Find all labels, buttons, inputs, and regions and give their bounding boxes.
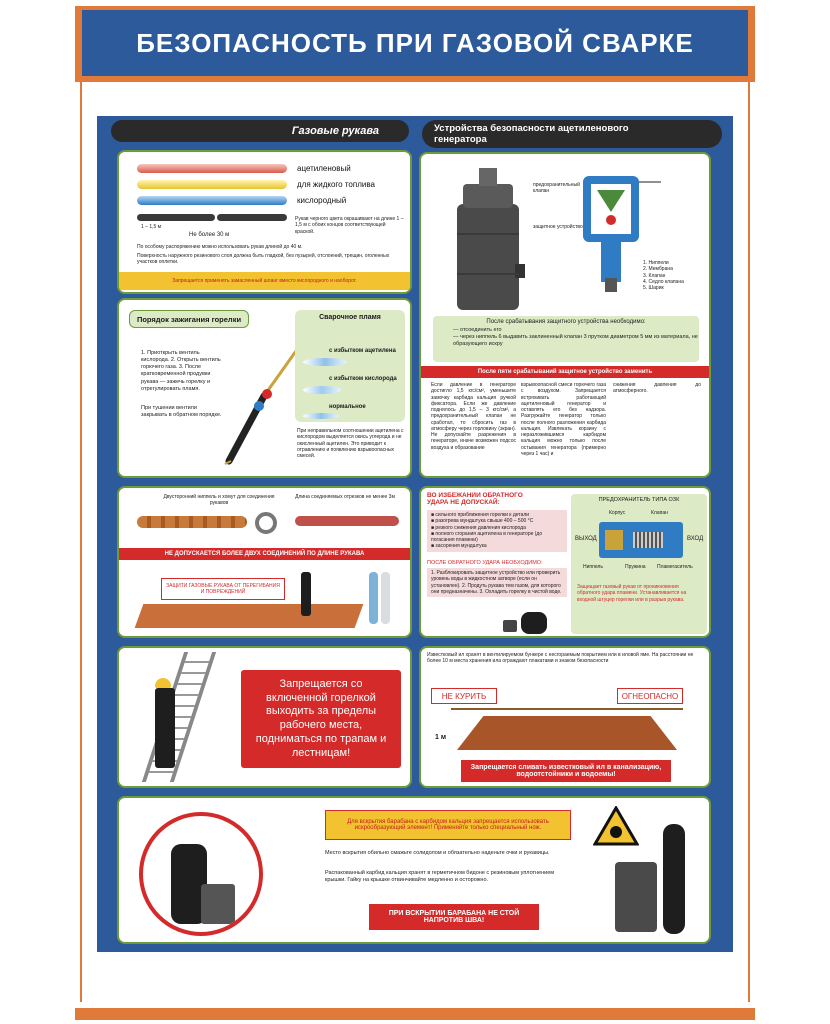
drum-circle	[139, 812, 263, 936]
after-backfire-title: ПОСЛЕ ОБРАТНОГО УДАРА НЕОБХОДИМО:	[427, 560, 543, 566]
backfire-item-2-text: разогрева мундштука свыше 400 – 500 °С	[435, 518, 534, 525]
standing-worker	[663, 824, 685, 934]
connections-panel	[117, 486, 412, 638]
fuse-note: Защищает газовый рукав от проникновения обратного удара пламени. Устанавливается на входной штуцер горелки или в разрыв рукава.	[577, 584, 687, 603]
dimension-small: 1 – 1,5 м	[141, 224, 162, 230]
fuse-label-nipple: Ниппель	[583, 564, 603, 570]
fuse-label-in: ВХОД	[687, 536, 704, 542]
after-item-2-text: через ниппель 6 выдавить заклиненный клапан 3 прутком диаметром 5 мм из материала, не образующего искру	[453, 334, 698, 348]
backfire-panel	[419, 486, 711, 638]
protect-hoses-box: ЗАЩИТИ ГАЗОВЫЕ РУКАВА ОТ ПЕРЕГИБАНИЯ И ПОВРЕЖДЕНИЙ	[161, 578, 285, 600]
valve-legend-5: 5. Шарик	[643, 285, 664, 291]
flame-label-normal: нормальное	[329, 404, 366, 410]
fuel-hose	[137, 180, 287, 189]
backfire-item-4-text: полного сгорания ацетилена в генераторе (до погасания пламени)	[431, 530, 543, 543]
fuse-label-out: ВЫХОД	[575, 536, 597, 542]
after-activation-item-1: — отсоединить его	[453, 327, 502, 333]
devices-header	[422, 120, 722, 148]
joined-hose	[295, 516, 399, 526]
black-hose-1	[137, 214, 215, 221]
gas-cylinder-white	[381, 572, 390, 624]
kneeling-worker	[521, 612, 547, 634]
generator-panel	[419, 152, 711, 478]
after-activation-item-2: — через ниппель 6 выдавить заклиненный клапан 3 прутком диаметром 5 мм из материала, не образующего искру	[453, 334, 698, 348]
after-item-1-text: отсоединить его	[460, 327, 502, 333]
flame-label-acetylene: с избытком ацетилена	[329, 348, 396, 354]
hose-label-oxygen: кислородный	[297, 196, 347, 205]
label-relief-valve: предохранительный клапан	[533, 182, 580, 195]
fuse-label-spring: Пружина	[625, 564, 646, 570]
devices-header-text: Устройства безопасности ацетиленового генератора	[434, 123, 629, 145]
flammable-sign: ОГНЕОПАСНО	[617, 688, 683, 704]
flame-box	[295, 310, 405, 422]
backfire-items	[427, 510, 567, 552]
label-protection: защитное устройство	[533, 224, 583, 230]
backfire-item-4: ■ полного сгорания ацетилена в генераторе (до погасания пламени)	[431, 530, 543, 543]
ignition-shutdown: При тушении вентили закрывать в обратном порядке.	[141, 405, 222, 419]
frame-left-line	[80, 82, 82, 1002]
note-black-hose: Рукав черного цвета окрашивают на длине 1 – 1,5 м с обоих концов соответствующей краской.	[295, 216, 404, 235]
generator-col-2: взрывоопасной смеси горючего газа с воздухом. Запрещается встряхивать работающий ацетиленовый генератор и оставлять его без надзора. Разгружайте генератор только после полного разложения карбида кальция. Извлекать корзину с неразложившимся карбидом кальция можно только после остывания генератора (примерно через 1 час) и	[521, 382, 606, 457]
page-title: БЕЗОПАСНОСТЬ ПРИ ГАЗОВОЙ СВАРКЕ	[136, 27, 694, 58]
flame-note: При неправильном соотношении ацетилена с кислородом выделяется окись углерода и не окисленный ацетилен. Это приводит к отравлению и появлению взрывоопасных смесей.	[297, 428, 404, 459]
valve-legend-2: 2. Мембрана	[643, 266, 673, 273]
title-bar	[82, 10, 748, 76]
backfire-item-3: ■ резкого снижения давления кислорода	[431, 524, 526, 531]
frame-right-line	[748, 82, 750, 1002]
flame-normal-icon	[303, 413, 339, 419]
backfire-title: ВО ИЗБЕЖАНИИ ОБРАТНОГО УДАРА НЕ ДОПУСКАЙ:	[427, 492, 523, 506]
hoses-panel	[117, 150, 412, 294]
lime-pit	[457, 716, 677, 750]
hoses-header-text: Газовые рукава	[291, 125, 379, 137]
gas-cylinder-blue	[369, 572, 378, 624]
valve-legend-3: 3. Клапан	[643, 272, 666, 279]
after-activation-title: После срабатывания защитного устройства необходимо:	[486, 319, 646, 325]
drum-note-2: Распакованный карбид кальция хранят в герметичном бидоне с резиновым уплотнением крышки. Гайку на крышке отвинчивайте медленно и осторожно.	[325, 870, 555, 884]
fuse-title: ПРЕДОХРАНИТЕЛЬ ТИПА ОЗК	[598, 497, 680, 503]
drum-note-1: Место вскрытия обильно смажьте солидолом и обязательно наденьте очки и рукавицы.	[325, 850, 550, 856]
backfire-item-1-text: сильного приближения горелки к детали	[435, 512, 530, 518]
ignition-title: Порядок зажигания горелки	[129, 310, 249, 328]
ladder-illustration	[142, 652, 216, 782]
drum-red-band: ПРИ ВСКРЫТИИ БАРАБАНА НЕ СТОЙ НАПРОТИВ ШВА!	[369, 904, 539, 930]
ignition-panel	[117, 298, 412, 478]
acetylene-hose	[137, 164, 287, 173]
black-hose-2	[217, 214, 287, 221]
clamp-icon	[255, 512, 277, 534]
poster-board	[97, 116, 733, 952]
label-nipple: Двусторонний ниппель и хомут для соединения рукавов	[163, 494, 275, 507]
nipple-illustration	[137, 516, 247, 528]
flame-title: Сварочное пламя	[319, 314, 381, 321]
ignition-steps: 1. Приоткрыть вентиль кислорода. 2. Открыть вентиль горючего газа. 3. После кратковременной продувки рукава — зажечь горелку и отрегулировать пламя.	[141, 350, 221, 392]
label-length: Длина соединяемых отрезков не менее 3м	[295, 494, 395, 500]
worker-figure	[301, 572, 311, 616]
bottom-frame	[75, 1008, 755, 1020]
hose-label-fuel: для жидкого топлива	[297, 180, 375, 189]
bucket-icon	[503, 620, 517, 632]
lime-red-band: Запрещается сливать известковый ил в канализацию, водоотстойники и водоемы!	[461, 760, 671, 782]
fuse-box	[571, 494, 707, 634]
explosion-warning-icon	[593, 806, 639, 846]
fuse-spring	[633, 532, 663, 548]
generator-col-1: Если давление в генераторе достигло 1,5 кгс/см², уменьшите замочку карбида кальция ручкой фиксатора. Если же давление поднялось до 1,5 – 3 кгс/см², а предохранительный клапан не сработал, то сбросить газ в атмосферу через горловину (экран). Не допускайте разрежения в генераторе, иначе возможен подсос воздуха и образование	[431, 382, 516, 451]
generator-illustration	[449, 164, 529, 314]
backfire-item-5: ■ засорения мундштука	[431, 543, 487, 550]
fuse-diagram	[599, 522, 683, 558]
dimension-max: Не более 30 м	[189, 232, 230, 238]
after-backfire-items: 1. Разблокировать защитное устройство или проверить уровень воды в жидкостном затворе (если он установлен). 2. Продуть рукава тем газом, для которого они предназначены. 3. Охладить горелку в чистой воде.	[427, 568, 567, 597]
ladder-panel	[117, 646, 412, 788]
worker-on-ladder	[155, 688, 175, 768]
backfire-item-5-text: засорения мундштука	[435, 543, 487, 550]
ladder-warning: Запрещается со включенной горелкой выходить за пределы рабочего места, подниматься по трапам и лестницам!	[241, 670, 401, 768]
helmet-icon	[155, 678, 171, 688]
backfire-item-3-text: резкого снижения давления кислорода	[435, 524, 526, 531]
valve-legend-4: 4. Седло клапана	[643, 278, 684, 285]
lime-panel	[419, 646, 711, 788]
fuse-label-valve: Клапан	[651, 510, 668, 516]
hose-label-acetylene: ацетиленовый	[297, 164, 351, 173]
drum-icon	[201, 884, 235, 924]
fuse-label-body: Корпус	[609, 510, 626, 516]
flame-label-oxygen: с избытком кислорода	[329, 376, 397, 382]
valve-legend-1: 1. Ниппели	[643, 260, 669, 266]
flame-oxygen-icon	[303, 386, 341, 394]
valve-legend	[643, 260, 705, 291]
drum-panel	[117, 796, 711, 944]
flame-acetylene-icon	[303, 358, 347, 366]
floor-plate	[135, 604, 364, 628]
after-activation-box	[433, 316, 699, 362]
lime-note: Известковый ил хранят в вентилируемом бункере с несгораемым покрытием или в иловой яме. На расстоянии не более 10 м места хранения ила ограждают плакатами и знаком безопасности	[427, 652, 694, 665]
hose-yellow-warning: Запрещается применять замасленный шланг вместо кислородного и наоборот.	[119, 272, 410, 290]
fuse-flame-arrestor	[605, 530, 623, 550]
note-surface: Поверхность наружного резинового слоя должна быть гладкой, без пузырей, отслоений, трещин, оголенных участков оплетки.	[137, 253, 390, 266]
generator-col-3: снижения давления до атмосферного.	[613, 382, 701, 395]
pit-fence	[451, 708, 683, 714]
connections-red-band: НЕ ДОПУСКАЕТСЯ БОЛЕЕ ДВУХ СОЕДИНЕНИЙ ПО ДЛИНЕ РУКАВА	[119, 548, 410, 560]
drum-yellow-warning: Для вскрытия барабана с карбидом кальция запрещается использовать искрообразующий элемент! Применяйте только специальный нож.	[325, 810, 571, 840]
drum-cylinder	[615, 862, 657, 932]
hoses-header	[111, 120, 409, 142]
fuse-label-arrestor: Пламегаситель	[657, 564, 693, 570]
oxygen-hose	[137, 196, 287, 205]
generator-red-band: После пяти срабатываний защитное устройство заменить	[421, 366, 709, 378]
note-40m: По особому распоряжению можно использовать рукав длиной до 40 м.	[137, 244, 303, 250]
pit-dimension: 1 м	[435, 734, 447, 741]
backfire-item-2: ■ разогрева мундштука свыше 400 – 500 °С	[431, 518, 534, 525]
no-smoking-sign: НЕ КУРИТЬ	[431, 688, 497, 704]
backfire-item-1: ■ сильного приближения горелки к детали	[431, 512, 530, 518]
